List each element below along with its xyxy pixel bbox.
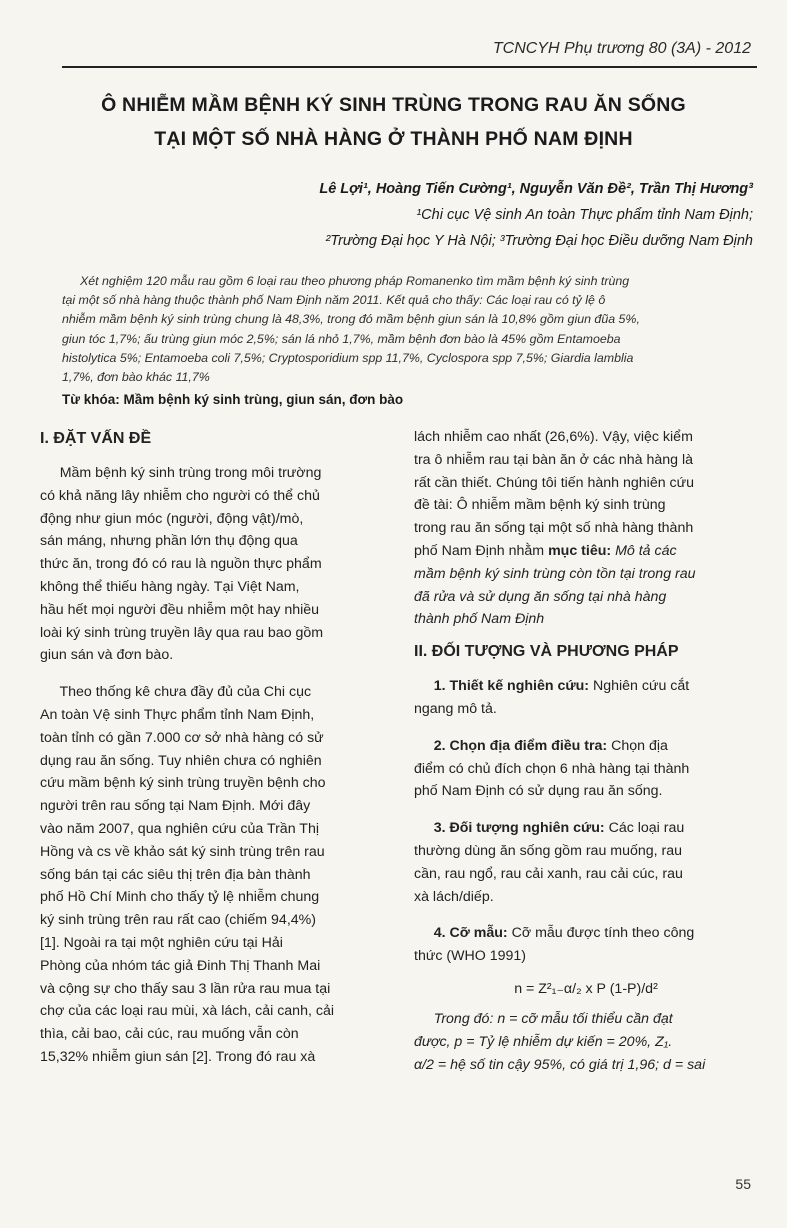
body-line: loài ký sinh trùng truyền lây qua rau bao gồm — [40, 624, 324, 641]
method-item-4 — [414, 922, 758, 945]
objective-line — [414, 540, 758, 563]
method-item-3 — [414, 817, 758, 840]
formula-note-line: Trong đó: n = cỡ mẫu tối thiểu cần đạt — [414, 1010, 673, 1027]
body-line: người trên rau sống tại Nam Định. Mới đây — [40, 798, 311, 815]
body-line: điểm có chủ đích chọn 6 nhà hàng tại thành — [414, 760, 690, 777]
method-item-label: 4. Cỡ mẫu: — [414, 925, 508, 942]
body-line: dụng rau ăn sống. Tuy nhiên chưa có nghiên — [40, 752, 322, 769]
body-line: không thể thiếu hàng ngày. Tại Việt Nam, — [40, 578, 300, 595]
author-names: Lê Lợi¹, Hoàng Tiến Cường¹, Nguyễn Văn Đề², Trần Thị Hương³ — [319, 181, 753, 197]
method-item-text: Chọn địa — [607, 737, 668, 754]
body-line: phố Hồ Chí Minh cho thấy tỷ lệ nhiễm chung — [40, 889, 320, 906]
body-line: thìa, cải bao, cải cúc, rau muống vẫn còn — [40, 1026, 299, 1043]
body-line: sán máng, nhưng phần lớn thụ động qua — [40, 533, 298, 550]
body-line: phố Nam Định có sử dụng rau ăn sống. — [414, 783, 663, 800]
body-line: Mầm bệnh ký sinh trùng trong môi trường — [40, 465, 322, 481]
method-item-2 — [414, 735, 758, 758]
body-line: trong rau ăn sống tại một số nhà hàng thành — [414, 520, 694, 537]
method-item-1 — [414, 675, 758, 698]
body-line: [1]. Ngoài ra tại một nghiên cứu tại Hải — [40, 934, 283, 951]
body-line: toàn tỉnh có gần 7.000 cơ sở nhà hàng có sử — [40, 729, 324, 746]
body-line: hầu hết mọi người đều nhiễm một hay nhiều — [40, 601, 320, 618]
body-line: và cộng sự cho thấy sau 3 lần rửa rau mua tại — [40, 980, 331, 997]
objective-text: Mô tả các — [611, 542, 677, 559]
method-item-text: Nghiên cứu cắt — [589, 678, 690, 695]
right-column — [414, 426, 758, 1076]
page-number: 55 — [735, 1176, 751, 1192]
method-item-label: 2. Chọn địa điểm điều tra: — [414, 737, 608, 754]
body-line: Hồng và cs về khảo sát ký sinh trùng trên rau — [40, 843, 325, 860]
body-line: xà lách/diếp. — [414, 888, 494, 905]
affiliation-2: ²Trường Đại học Y Hà Nội; ³Trường Đại học Điều dưỡng Nam Định — [325, 233, 753, 249]
body-line: giun sán và đơn bào. — [40, 647, 174, 664]
objective-prefix: phố Nam Định nhằm — [414, 542, 549, 559]
abstract-line: histolytica 5%; Entamoeba coli 7,5%; Cryptosporidium spp 11,7%, Cyclospora spp 7,5%; Giardia lamblia — [62, 350, 634, 365]
body-line: 15,32% nhiễm giun sán [2]. Trong đó rau xà — [40, 1048, 316, 1065]
objective-line: thành phố Nam Định — [414, 611, 545, 628]
body-line: chợ của các loại rau mùi, xà lách, cải canh, cải — [40, 1003, 334, 1020]
body-line: cứu mầm bệnh ký sinh trùng truyền bệnh cho — [40, 775, 326, 792]
method-item-label: 1. Thiết kế nghiên cứu: — [414, 678, 590, 695]
body-line: tra ô nhiễm rau tại bàn ăn ở các nhà hàng là — [414, 451, 694, 468]
body-line: ngang mô tả. — [414, 700, 497, 717]
section-heading-methods: II. ĐỐI TƯỢNG VÀ PHƯƠNG PHÁP — [414, 643, 679, 661]
authors-block — [319, 176, 753, 254]
left-column — [40, 428, 394, 1069]
abstract-line: Xét nghiệm 120 mẫu rau gồm 6 loại rau theo phương pháp Romanenko tìm mầm bệnh ký sinh trùng — [80, 274, 630, 288]
header-rule — [62, 66, 757, 68]
body-line: động như giun móc (người, động vật)/mò, — [40, 510, 304, 527]
body-line: An toàn Vệ sinh Thực phẩm tỉnh Nam Định, — [40, 706, 315, 723]
abstract-line: nhiễm mầm bệnh ký sinh trùng chung là 48,3%, trong đó mầm bệnh giun sán là 10,8% gồm giun đũa 5%, — [62, 312, 640, 327]
body-line: có khả năng lây nhiễm cho người có thể chủ — [40, 487, 320, 504]
body-line: vào năm 2007, qua nghiên cứu của Trần Thị — [40, 820, 319, 837]
body-line: Phòng của nhóm tác giả Đinh Thị Thanh Mai — [40, 957, 321, 974]
objective-line: mầm bệnh ký sinh trùng còn tồn tại trong rau — [414, 565, 696, 582]
method-item-label: 3. Đối tượng nghiên cứu: — [414, 820, 605, 837]
journal-header: TCNCYH Phụ trương 80 (3A) - 2012 — [492, 40, 751, 57]
abstract-line: giun tóc 1,7%; ấu trùng giun móc 2,5%; sán lá nhỏ 1,7%, mầm bệnh đơn bào là 45% gồm Entamoeba — [62, 331, 621, 346]
abstract-line: 1,7%, đơn bào khác 11,7% — [62, 370, 210, 385]
body-line: ký sinh trùng trên rau rất cao (chiếm 94,4%) — [40, 912, 316, 929]
objective-label: mục tiêu: — [548, 542, 612, 559]
paper-title — [40, 88, 747, 156]
method-item-text: Các loại rau — [604, 820, 685, 837]
body-line: thường dùng ăn sống gồm rau muống, rau — [414, 842, 683, 859]
section-heading-intro: I. ĐẶT VẤN ĐỀ — [40, 430, 152, 447]
title-line-1: Ô NHIỄM MẦM BỆNH KÝ SINH TRÙNG TRONG RAU ĂN SỐNG — [101, 94, 686, 116]
body-line: thức ăn, trong đó có rau là nguồn thực phẩm — [40, 556, 322, 573]
body-line: lách nhiễm cao nhất (26,6%). Vậy, việc kiểm — [414, 429, 693, 445]
affiliation-1: ¹Chi cục Vệ sinh An toàn Thực phẩm tỉnh Nam Định; — [416, 207, 753, 223]
body-line: cần, rau ngổ, rau cải xanh, rau cải cúc, rau — [414, 865, 683, 882]
keywords: Từ khóa: Mầm bệnh ký sinh trùng, giun sán, đơn bào — [62, 392, 404, 407]
method-item-text: Cỡ mẫu được tính theo công — [507, 925, 695, 942]
abstract — [62, 272, 756, 387]
body-line: thức (WHO 1991) — [414, 948, 526, 965]
body-line: Theo thống kê chưa đầy đủ của Chi cục — [40, 684, 312, 701]
body-line: sống bán tại các siêu thị trên địa bàn thành — [40, 866, 311, 883]
formula-note-line: α/2 = hệ số tin cậy 95%, có giá trị 1,96; d = sai — [414, 1056, 706, 1073]
body-line: đề tài: Ô nhiễm mầm bệnh ký sinh trùng — [414, 497, 666, 514]
formula-note-line: được, p = Tỷ lệ nhiễm dự kiến = 20%, Z₁. — [414, 1033, 673, 1050]
title-line-2: TẠI MỘT SỐ NHÀ HÀNG Ở THÀNH PHỐ NAM ĐỊNH — [154, 128, 633, 150]
objective-line: đã rửa và sử dụng ăn sống tại nhà hàng — [414, 588, 667, 605]
sample-size-formula: n = Z²₁₋α/₂ x P (1-P)/d² — [514, 980, 658, 997]
abstract-line: tại một số nhà hàng thuộc thành phố Nam Định năm 2011. Kết quả cho thấy: Các loại rau có tỷ lệ ô — [62, 293, 606, 308]
body-line: rất cần thiết. Chúng tôi tiến hành nghiên cứu — [414, 474, 695, 491]
